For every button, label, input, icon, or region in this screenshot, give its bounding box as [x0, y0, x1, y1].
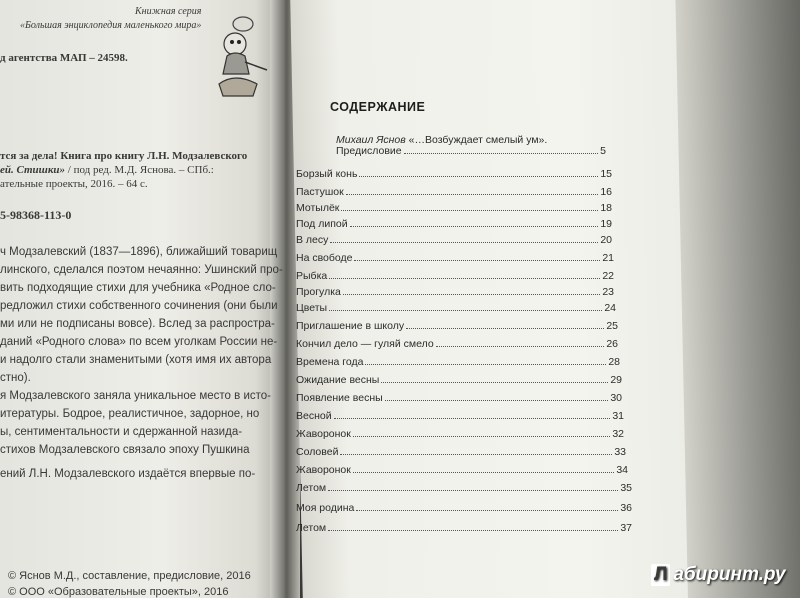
toc-entry-page: 20 — [600, 234, 612, 246]
toc-preface-title: «…Возбуждает смелый ум». — [408, 134, 548, 146]
toc-leader-dots — [328, 489, 618, 491]
toc-entry-page: 26 — [606, 338, 618, 350]
toc-leader-dots — [356, 509, 618, 511]
cataloging-line3: ательные проекты, 2016. – 64 с. — [0, 178, 148, 190]
toc-entry-page: 21 — [602, 252, 614, 264]
toc-entry — [296, 374, 622, 386]
toc-entry-page: 16 — [600, 186, 612, 198]
page-edge-shadow — [675, 0, 800, 598]
toc-entry-page: 18 — [600, 202, 612, 214]
toc-preface-author: Михаил Яснов — [336, 134, 406, 146]
agency-line: д агентства МАП – 24598. — [0, 52, 128, 64]
annotation-line: стихов Модзалевского связало эпоху Пушкина — [0, 444, 250, 456]
toc-leader-dots — [334, 417, 611, 419]
toc-entry-title: Жаворонок — [296, 464, 351, 476]
toc-entry — [296, 356, 620, 368]
toc-entry-title: Пастушок — [296, 186, 344, 198]
first-edition-note: ений Л.Н. Модзалевского издаётся впервые по- — [0, 468, 256, 480]
toc-entry-page: 34 — [616, 464, 628, 476]
toc-leader-dots — [328, 529, 618, 531]
toc-entry-page: 32 — [612, 428, 624, 440]
toc-entry-page: 36 — [620, 502, 632, 514]
copyright-line1: © Яснов М.Д., составление, предисловие, 2016 — [8, 570, 251, 582]
annotation-line: даний «Родного слова» по всем уголкам России не- — [0, 336, 278, 348]
toc-entry-title: Мотылёк — [296, 202, 340, 214]
annotation-line: стно). — [0, 372, 31, 384]
toc-entry-title: Цветы — [296, 302, 328, 314]
toc-entry — [296, 186, 612, 198]
toc-entry-page: 29 — [610, 374, 622, 386]
toc-entry-page: 28 — [608, 356, 620, 368]
toc-entry-title: Моя родина — [296, 502, 355, 514]
toc-entry-title: Ожидание весны — [296, 374, 380, 386]
toc-leader-dots — [330, 241, 598, 243]
cataloging-title-tail: ей. Стишки» — [0, 164, 66, 176]
toc-leader-dots — [353, 435, 610, 437]
toc-entry — [296, 482, 632, 494]
toc-entry-page: 15 — [600, 168, 612, 180]
toc-leader-dots — [381, 381, 608, 383]
toc-entry-title: Кончил дело — гуляй смело — [296, 338, 434, 350]
toc-leader-dots — [385, 399, 609, 401]
toc-entry-page: 33 — [614, 446, 626, 458]
toc-entry-title: Времена года — [296, 356, 364, 368]
toc-entry-page: 35 — [620, 482, 632, 494]
toc-entry — [296, 410, 624, 422]
toc-leader-dots — [404, 152, 599, 154]
copyright-line2: © ООО «Образовательные проекты», 2016 — [8, 586, 229, 598]
toc-entry-title: На свободе — [296, 252, 353, 264]
toc-entry — [296, 446, 626, 458]
toc-leader-dots — [406, 327, 604, 329]
toc-entry — [296, 302, 616, 314]
toc-entry — [296, 338, 618, 350]
toc-entry — [296, 202, 612, 214]
toc-entry-page: 30 — [610, 392, 622, 404]
toc-leader-dots — [350, 225, 599, 227]
toc-entry-title: Предисловие — [336, 145, 402, 157]
toc-entry-page: 25 — [606, 320, 618, 332]
watermark-text: абиринт.ру — [673, 564, 786, 585]
toc-leader-dots — [436, 345, 605, 347]
toc-entry-title: Прогулка — [296, 286, 341, 298]
toc-entry — [296, 270, 614, 282]
toc-entry-page: 31 — [612, 410, 624, 422]
toc-leader-dots — [341, 209, 598, 211]
cataloging-editor: / под ред. М.Д. Яснова. – СПб.: — [67, 164, 214, 176]
annotation-line: я Модзалевского заняла уникальное место в исто- — [0, 390, 271, 402]
toc-leader-dots — [340, 453, 612, 455]
toc-entry — [296, 234, 612, 246]
annotation-line: и надолго стали знаменитыми (хотя имя их автора — [0, 354, 272, 366]
annotation-line: ч Модзалевский (1837—1896), ближайший товарищ — [0, 246, 278, 258]
annotation-line: ми или не подписаны вовсе). Вслед за распростра- — [0, 318, 275, 330]
toc-entry-title: Летом — [296, 482, 327, 494]
toc-leader-dots — [359, 175, 598, 177]
toc-entry-page: 22 — [602, 270, 614, 282]
toc-entry — [296, 252, 614, 264]
toc-entry-title: В лесу — [296, 234, 329, 246]
toc-leader-dots — [353, 471, 614, 473]
toc-entry-title: Соловей — [296, 446, 339, 458]
toc-entry-title: Появление весны — [296, 392, 383, 404]
annotation-line: вить подходящие стихи для учебника «Родное сло- — [0, 282, 276, 294]
toc-leader-dots — [329, 277, 600, 279]
toc-entry-title: Рыбка — [296, 270, 328, 282]
toc-entry-page: 19 — [600, 218, 612, 230]
toc-entry — [296, 502, 632, 514]
toc-entry — [296, 218, 612, 230]
annotation-line: линского, сделался поэтом нечаянно: Ушинский про- — [0, 264, 283, 276]
series-line1: Книжная серия — [135, 6, 202, 17]
toc-entry — [336, 145, 606, 157]
toc-entry-title: Летом — [296, 522, 327, 534]
annotation-line: ы, сентиментальности и сдержанной назида- — [0, 426, 243, 438]
toc-leader-dots — [354, 259, 600, 261]
mascot-illustration — [205, 10, 275, 100]
toc-entry — [296, 522, 632, 534]
toc-leader-dots — [329, 309, 602, 311]
toc-entry-page: 5 — [600, 145, 606, 157]
toc-leader-dots — [365, 363, 606, 365]
toc-entry — [296, 392, 622, 404]
labirint-watermark — [651, 564, 786, 586]
toc-leader-dots — [343, 293, 600, 295]
cataloging-line1: тся за дела! Книга про книгу Л.Н. Модзалевского — [0, 150, 248, 162]
toc-entry — [296, 168, 612, 180]
toc-entry-title: Весной — [296, 410, 332, 422]
isbn: 5-98368-113-0 — [0, 208, 72, 222]
toc-entry-title: Приглашение в школу — [296, 320, 405, 332]
toc-entry-title: Жаворонок — [296, 428, 351, 440]
series-line2: «Большая энциклопедия маленького мира» — [20, 20, 202, 31]
toc-entry-page: 23 — [602, 286, 614, 298]
toc-entry-page: 24 — [604, 302, 616, 314]
toc-entry — [296, 464, 628, 476]
toc-entry-title: Под липой — [296, 218, 348, 230]
toc-entry — [296, 320, 618, 332]
annotation-line: итературы. Бодрое, реалистичное, задорное, но — [0, 408, 260, 420]
toc-entry — [296, 428, 624, 440]
toc-heading: СОДЕРЖАНИЕ — [330, 100, 426, 114]
toc-entry-page: 37 — [620, 522, 632, 534]
annotation-line: редложил стихи собственного сочинения (они были — [0, 300, 278, 312]
watermark-box: Л — [651, 564, 670, 586]
cataloging-line2 — [0, 164, 214, 176]
toc-entry — [296, 286, 614, 298]
toc-entry-title: Борзый конь — [296, 168, 358, 180]
toc-leader-dots — [346, 193, 599, 195]
